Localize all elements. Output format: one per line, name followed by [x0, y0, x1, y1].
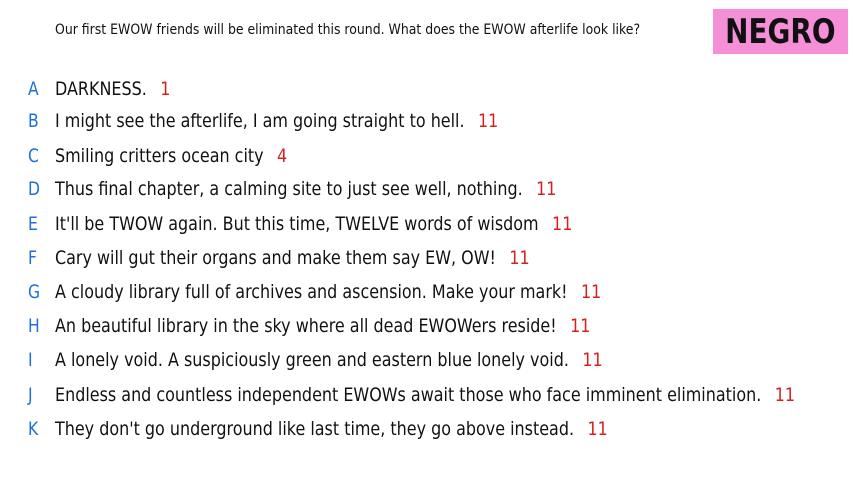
response-text: A lonely void. A suspiciously green and eastern blue lonely void. [55, 349, 569, 371]
response-letter: G [28, 281, 41, 303]
response-text: They don't go underground like last time, they go above instead. [55, 418, 575, 440]
response-letter: F [28, 247, 37, 269]
response-score: 11 [580, 281, 602, 303]
response-text: DARKNESS. [55, 78, 147, 100]
response-text: I might see the afterlife, I am going straight to hell. [55, 110, 465, 132]
response-score: 11 [552, 213, 573, 235]
response-score: 11 [582, 349, 603, 371]
response-text: Cary will gut their organs and make them say EW, OW! [55, 247, 496, 269]
response-score: 1 [160, 78, 171, 100]
response-text: Smiling critters ocean city [55, 145, 264, 167]
response-score: 11 [570, 315, 591, 337]
response-letter: E [28, 213, 38, 235]
response-letter: D [28, 178, 41, 200]
response-letter: H [28, 315, 40, 337]
response-letter: A [28, 78, 39, 100]
response-score: 11 [536, 178, 557, 200]
response-row [0, 174, 853, 204]
response-letter: I [28, 349, 33, 371]
response-text: Thus final chapter, a calming site to just see well, nothing. [55, 178, 523, 200]
response-row [0, 380, 853, 410]
response-text: A cloudy library full of archives and ascension. Make your mark! [55, 281, 568, 303]
response-row [0, 311, 853, 341]
badge-label: NEGRO [725, 11, 836, 52]
response-letter: K [28, 418, 39, 440]
response-letter: C [28, 145, 39, 167]
response-row [0, 345, 853, 375]
response-row [0, 209, 853, 239]
response-text: An beautiful library in the sky where all dead EWOWers reside! [55, 315, 557, 337]
response-row [0, 277, 853, 307]
prompt-text: Our first EWOW friends will be eliminated this round. What does the EWOW afterlife look like? [55, 22, 641, 38]
response-score: 11 [478, 110, 499, 132]
response-score: 11 [509, 247, 530, 269]
response-text: It'll be TWOW again. But this time, TWELVE words of wisdom [55, 213, 539, 235]
response-row [0, 106, 853, 136]
response-row [0, 74, 853, 104]
response-row [0, 414, 853, 444]
response-score: 11 [587, 418, 608, 440]
response-row [0, 141, 853, 171]
response-score: 11 [774, 384, 796, 406]
response-text: Endless and countless independent EWOWs await those who face imminent elimination. [55, 384, 762, 406]
response-letter: J [28, 384, 33, 406]
response-score: 4 [277, 145, 288, 167]
response-letter: B [28, 110, 39, 132]
response-row [0, 243, 853, 273]
